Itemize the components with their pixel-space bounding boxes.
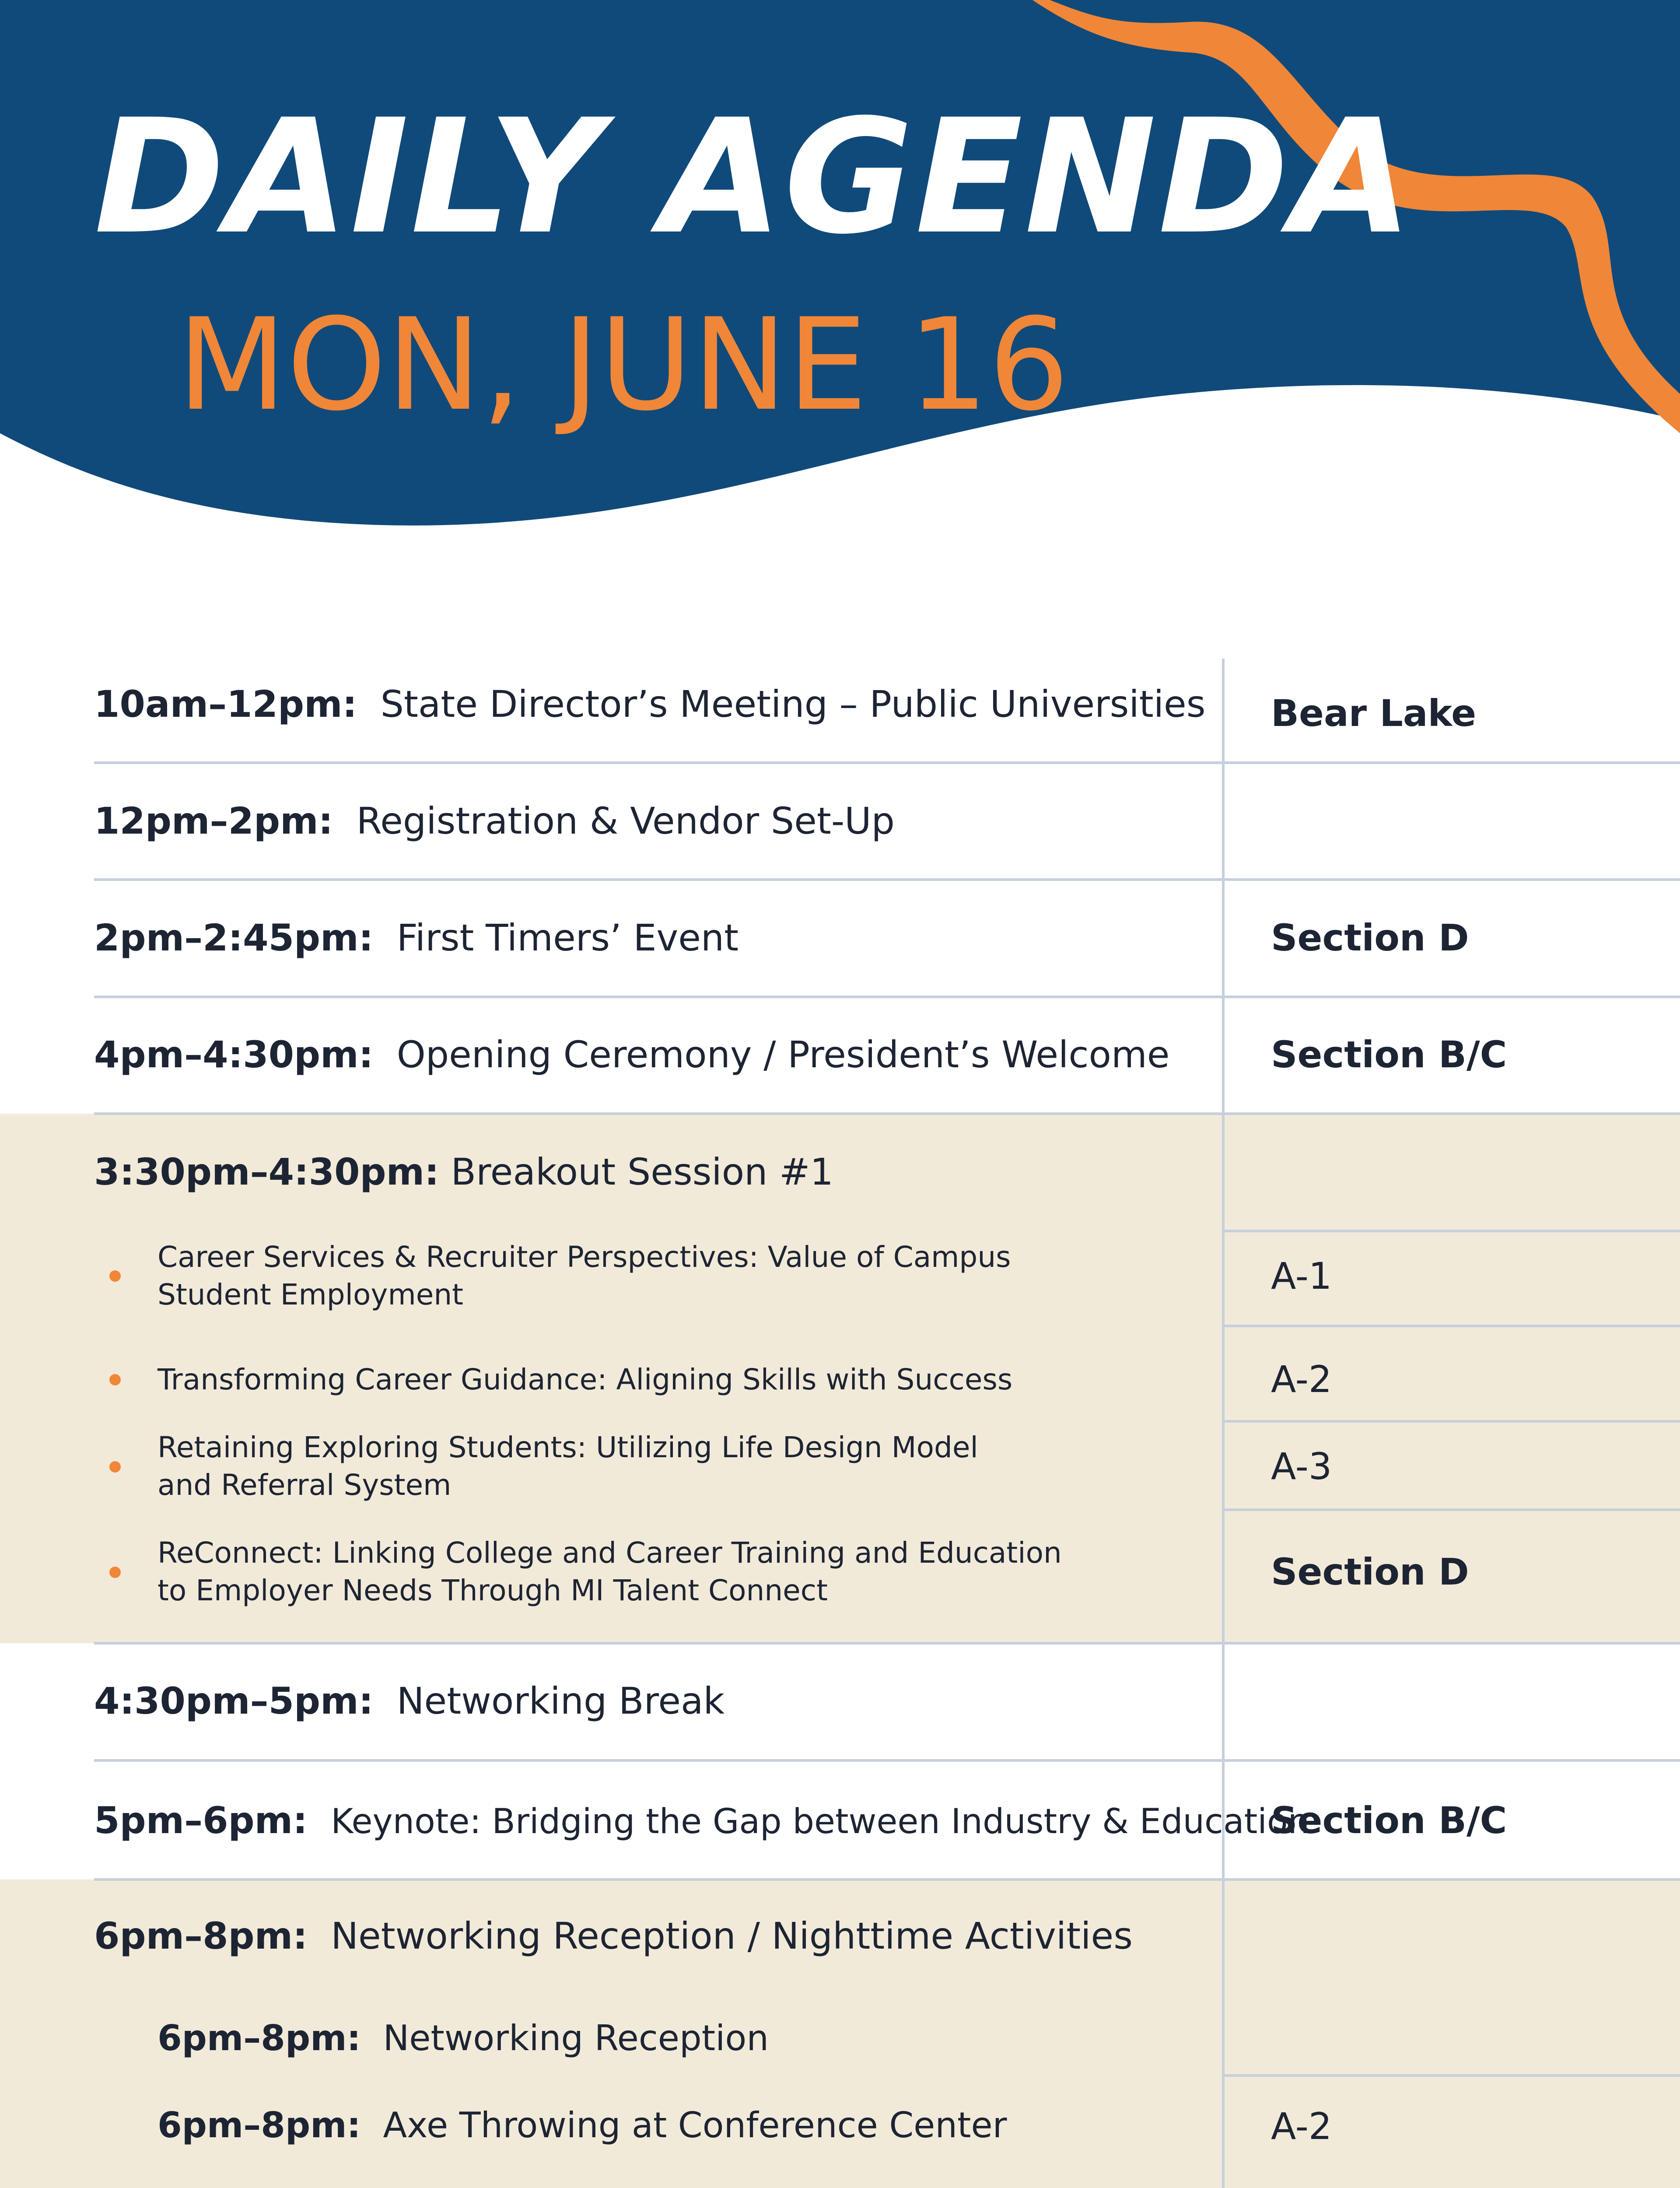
agenda-title: State Director’s Meeting – Public Universities <box>380 683 1206 726</box>
agenda-time: 12pm–2pm: <box>94 799 333 842</box>
bullet-icon <box>109 1374 121 1385</box>
session-item: Career Services & Recruiter Perspectives: Value of Campus Student Employment <box>158 1240 1011 1311</box>
agenda-title: First Timers’ Event <box>396 916 739 959</box>
agenda-location: Section B/C <box>1271 1033 1507 1076</box>
agenda-row <box>94 799 895 842</box>
agenda-row <box>94 916 739 959</box>
date-subtitle: MON, JUNE 16 <box>177 291 1069 439</box>
session-item: Retaining Exploring Students: Utilizing Life Design Model and Referral System <box>158 1431 978 1502</box>
session-item: ReConnect: Linking College and Career Training and Education to Employer Needs Through MI Talent Connect <box>158 1536 1062 1607</box>
divider <box>94 1878 1680 1881</box>
agenda-title: Networking Reception / Nighttime Activities <box>331 1914 1133 1957</box>
agenda-title: Registration & Vendor Set-Up <box>356 799 895 842</box>
divider <box>1222 1508 1680 1511</box>
agenda-time: 3:30pm–4:30pm: <box>94 1150 439 1193</box>
activity-item: 6pm–8pm: Networking Reception <box>158 2018 769 2058</box>
bullet-icon <box>109 1461 121 1473</box>
agenda-time: 5pm–6pm: <box>94 1799 308 1842</box>
divider <box>94 1642 1680 1645</box>
session-location: A-2 <box>1271 1358 1332 1401</box>
agenda-row <box>94 1680 725 1722</box>
agenda-row-reception <box>94 1914 1133 1957</box>
agenda-row <box>94 1799 1310 1842</box>
divider <box>1222 1420 1680 1423</box>
divider <box>94 878 1680 881</box>
divider <box>1222 2074 1680 2077</box>
session-item: Transforming Career Guidance: Aligning Skills with Success <box>158 1363 1013 1396</box>
divider <box>1222 1325 1680 1327</box>
session-location: A-1 <box>1271 1255 1332 1297</box>
bullet-icon <box>109 1567 121 1578</box>
agenda-title: Opening Ceremony / President’s Welcome <box>396 1033 1170 1076</box>
agenda-time: 4pm–4:30pm: <box>94 1033 374 1076</box>
activity-location: A-2 <box>1271 2105 1332 2148</box>
agenda-time: 2pm–2:45pm: <box>94 916 374 959</box>
page-title: DAILY AGENDA <box>94 85 1414 269</box>
agenda-location: Section D <box>1271 916 1469 959</box>
divider <box>94 761 1680 764</box>
agenda-time: 10am–12pm: <box>94 683 357 726</box>
agenda-row <box>94 1033 1170 1076</box>
agenda-title: Breakout Session #1 <box>451 1150 833 1193</box>
divider <box>94 1112 1680 1115</box>
divider <box>94 1759 1680 1762</box>
divider <box>94 996 1680 998</box>
divider <box>1222 1230 1680 1232</box>
agenda-time: 6pm–8pm: <box>94 1914 308 1957</box>
agenda-title: Keynote: Bridging the Gap between Industry & Education <box>331 1802 1310 1841</box>
session-location: A-3 <box>1271 1445 1332 1488</box>
activity-item: 6pm–8pm: Axe Throwing at Conference Center <box>158 2105 1007 2146</box>
agenda-location: Bear Lake <box>1271 692 1477 735</box>
agenda-row <box>94 683 1206 726</box>
column-divider <box>1222 659 1225 2188</box>
agenda-location: Section B/C <box>1271 1799 1507 1842</box>
agenda-row-breakout <box>94 1150 833 1193</box>
bullet-icon <box>109 1270 121 1282</box>
agenda-time: 4:30pm–5pm: <box>94 1680 374 1722</box>
agenda-title: Networking Break <box>396 1680 725 1722</box>
session-location: Section D <box>1271 1550 1469 1593</box>
